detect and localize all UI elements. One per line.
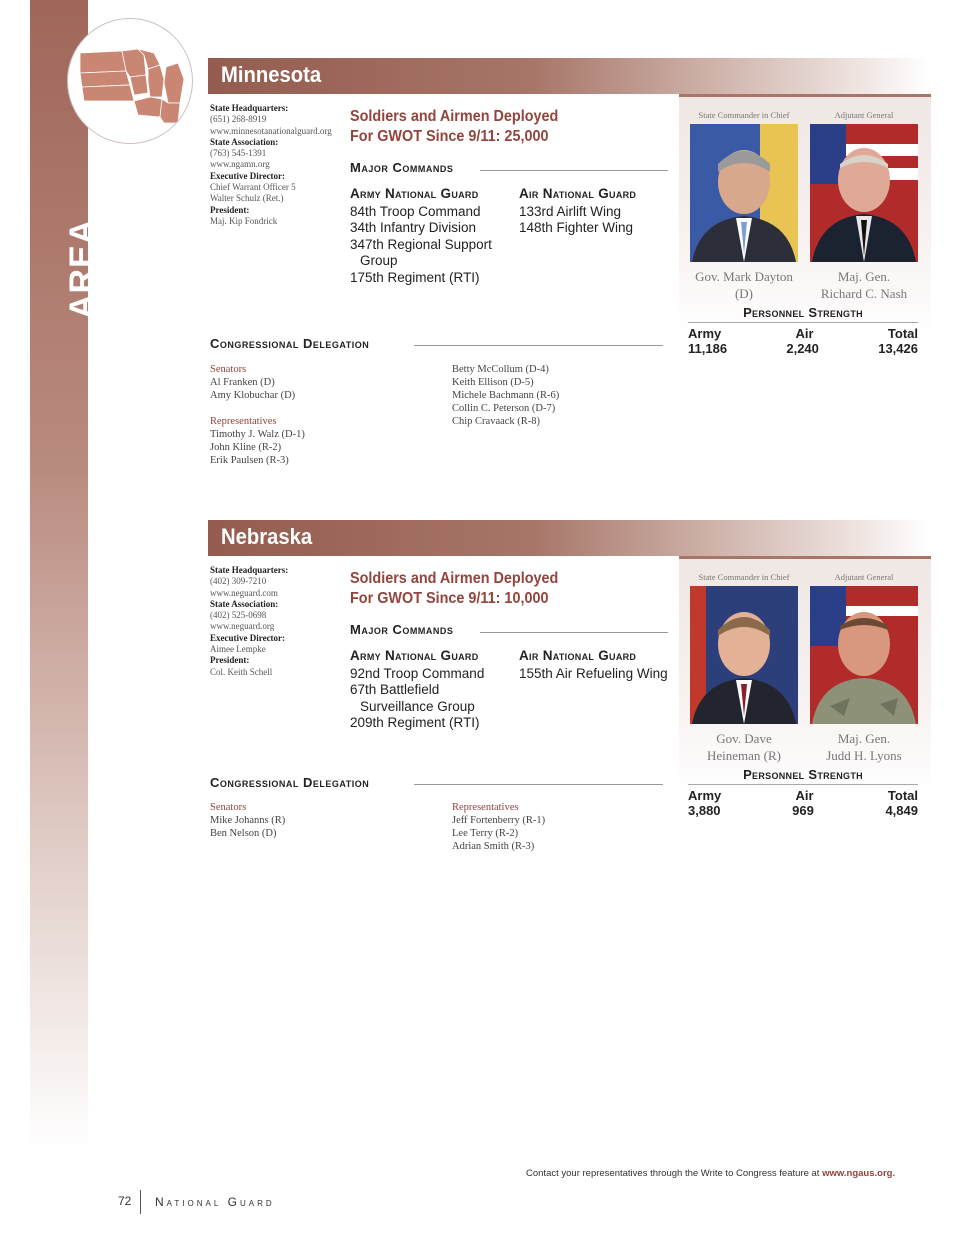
strength-label: Air — [795, 788, 814, 803]
strength-value: 11,186 — [688, 341, 728, 356]
delegation-member: Collin C. Peterson (D-7) — [452, 403, 556, 414]
strength-label: Air — [795, 326, 814, 341]
delegation-member: Chip Cravaack (R-8) — [452, 416, 541, 427]
portrait-icon — [690, 586, 798, 724]
leader-name-line: Richard C. Nash — [820, 286, 908, 301]
delegation-left — [210, 801, 285, 840]
commander-photo — [690, 586, 798, 724]
contact-line: (651) 268-8919 — [210, 114, 267, 125]
strength-value: 4,849 — [885, 803, 918, 818]
command-item: 155th Air Refueling Wing — [519, 665, 668, 681]
command-item: 92nd Troop Command — [350, 665, 485, 681]
delegation-right — [452, 363, 559, 428]
delegation-right — [452, 801, 545, 853]
delegation-member: Jeff Fortenberry (R-1) — [452, 815, 546, 826]
leaders-panel — [679, 556, 931, 796]
leaders-panel — [679, 94, 931, 334]
contact-line: www.minnesotanationalguard.org — [210, 125, 332, 136]
command-item: Surveillance Group — [360, 698, 475, 714]
command-item: 209th Regiment (RTI) — [350, 715, 480, 730]
delegation-heading: Congressional Delegation — [210, 775, 370, 790]
senators-label: Senators — [210, 802, 247, 813]
delegation-member: Michele Bachmann (R-6) — [452, 390, 560, 401]
command-item: 148th Fighter Wing — [519, 220, 634, 235]
page-number: 72 — [118, 1194, 132, 1208]
delegation-member: John Kline (R-2) — [210, 442, 282, 453]
footer-contact-text: Contact your representatives through the Write to Congress feature at — [526, 1168, 820, 1179]
leader-name-line: Heineman (R) — [706, 748, 781, 763]
contact-line: www.neguard.org — [210, 621, 275, 632]
major-commands-heading: Major Commands — [350, 622, 454, 637]
leader-name-line: Maj. Gen. — [837, 269, 891, 284]
contact-line: Col. Keith Schell — [210, 666, 273, 677]
strength-label: Total — [887, 326, 918, 341]
contact-line: www.ngamn.org — [210, 159, 270, 170]
area-side-bar — [30, 0, 140, 1150]
contact-label: State Association: — [210, 598, 279, 609]
contact-line: Chief Warrant Officer 5 — [210, 182, 296, 193]
divider — [480, 170, 668, 171]
state-banner — [208, 58, 930, 94]
leader-name-line: Gov. Dave — [716, 731, 772, 746]
adjutant-photo — [810, 586, 918, 724]
portrait-icon — [810, 586, 918, 724]
army-commands — [350, 186, 492, 286]
deployed-count — [350, 569, 638, 609]
delegation-member: Mike Johanns (R) — [210, 815, 286, 826]
air-commands — [519, 186, 636, 237]
leader-role: Adjutant General — [834, 110, 894, 120]
strength-value: 13,426 — [878, 341, 918, 356]
contact-line: Walter Schulz (Ret.) — [210, 193, 284, 204]
leader-name-line: Maj. Gen. — [837, 731, 891, 746]
contact-label: President: — [210, 655, 250, 666]
strength-values — [688, 803, 918, 818]
delegation-member: Timothy J. Walz (D-1) — [210, 429, 305, 440]
contact-label: Executive Director: — [210, 170, 286, 181]
contact-label: State Headquarters: — [210, 565, 289, 575]
state-banner — [208, 520, 930, 556]
leader-name-line: (D) — [734, 286, 754, 301]
adjutant-photo — [810, 124, 918, 262]
delegation-member: Keith Ellison (D-5) — [452, 377, 534, 388]
command-item: 347th Regional Support — [350, 236, 492, 252]
representatives-label: Representatives — [210, 416, 277, 427]
contact-label: State Headquarters: — [210, 103, 289, 113]
leader-name — [809, 268, 919, 302]
deployed-line: For GWOT Since 9/11: 10,000 — [350, 590, 549, 607]
deployed-line: Soldiers and Airmen Deployed — [350, 570, 559, 587]
command-item: Group — [360, 253, 398, 268]
air-commands — [519, 648, 668, 682]
deployed-line: For GWOT Since 9/11: 25,000 — [350, 128, 549, 145]
leader-name — [689, 730, 799, 764]
strength-label: Army — [688, 788, 722, 803]
command-item: 175th Regiment (RTI) — [350, 269, 480, 285]
region-map — [67, 18, 193, 144]
contact-line: Maj. Kip Fondrick — [210, 215, 278, 226]
strength-heading: Personnel Strength — [688, 305, 918, 323]
senators-label: Senators — [210, 364, 247, 375]
representatives-label: Representatives — [452, 802, 519, 813]
divider — [414, 345, 663, 346]
region-map-icon — [68, 19, 193, 144]
contact-line: www.neguard.com — [210, 587, 278, 598]
commander-photo — [690, 124, 798, 262]
leader-role: State Commander in Chief — [698, 572, 790, 582]
strength-values — [688, 341, 918, 356]
air-heading: Air National Guard — [519, 186, 637, 201]
portrait-icon — [690, 124, 798, 262]
strength-label: Army — [688, 326, 722, 341]
strength-value: 969 — [792, 803, 814, 818]
divider — [480, 632, 668, 633]
leader-name — [809, 730, 919, 764]
deployed-line: Soldiers and Airmen Deployed — [350, 108, 559, 125]
delegation-member: Erik Paulsen (R-3) — [210, 455, 289, 466]
leader-role: State Commander in Chief — [698, 110, 790, 120]
major-commands-heading: Major Commands — [350, 160, 454, 175]
delegation-member: Betty McCollum (D-4) — [452, 364, 549, 375]
delegation-member: Lee Terry (R-2) — [452, 828, 519, 839]
contact-label: President: — [210, 204, 250, 215]
contact-line: (402) 525-0698 — [210, 610, 267, 621]
army-heading: Army National Guard — [350, 186, 479, 201]
strength-label: Total — [887, 788, 918, 803]
army-commands — [350, 648, 484, 732]
state-name: Nebraska — [221, 524, 313, 549]
contact-line: (763) 545-1391 — [210, 148, 267, 159]
delegation-member: Al Franken (D) — [210, 377, 275, 388]
strength-labels — [688, 788, 918, 803]
air-heading: Air National Guard — [519, 648, 637, 663]
delegation-member: Adrian Smith (R-3) — [452, 841, 535, 852]
army-heading: Army National Guard — [350, 648, 479, 663]
portrait-icon — [810, 124, 918, 262]
contact-line: Aimee Lempke — [210, 644, 266, 655]
adjutant-general — [809, 569, 919, 764]
delegation-member: Amy Klobuchar (D) — [210, 390, 296, 401]
publication-name: National Guard — [155, 1195, 275, 1209]
contact-line: (402) 309-7210 — [210, 576, 267, 587]
divider — [140, 1190, 141, 1214]
delegation-heading: Congressional Delegation — [210, 336, 370, 351]
command-item: 84th Troop Command — [350, 203, 481, 219]
deployed-count — [350, 107, 638, 147]
leader-name-line: Judd H. Lyons — [826, 748, 902, 763]
leader-name — [689, 268, 799, 302]
personnel-strength — [688, 305, 918, 356]
divider — [414, 784, 663, 785]
strength-labels — [688, 326, 918, 341]
ngaus-link[interactable]: www.ngaus.org. — [822, 1168, 896, 1179]
leader-role: Adjutant General — [834, 572, 894, 582]
delegation-left — [210, 363, 305, 467]
area-label: AREA V — [63, 218, 140, 319]
leader-name-line: Gov. Mark Dayton — [695, 269, 793, 284]
strength-heading: Personnel Strength — [688, 767, 918, 785]
strength-value: 2,240 — [786, 341, 819, 356]
commander-in-chief — [689, 107, 799, 302]
state-contact-info — [210, 565, 350, 678]
command-item: 34th Infantry Division — [350, 220, 477, 235]
commander-in-chief — [689, 569, 799, 764]
command-item: 133rd Airlift Wing — [519, 203, 622, 219]
state-contact-info — [210, 103, 350, 227]
state-name: Minnesota — [221, 62, 322, 87]
strength-value: 3,880 — [688, 803, 721, 818]
personnel-strength — [688, 767, 918, 818]
footer-contact — [526, 1168, 895, 1179]
delegation-member: Ben Nelson (D) — [210, 828, 277, 839]
contact-label: State Association: — [210, 136, 279, 147]
command-item: 67th Battlefield — [350, 682, 440, 697]
adjutant-general — [809, 107, 919, 302]
contact-label: Executive Director: — [210, 632, 286, 643]
